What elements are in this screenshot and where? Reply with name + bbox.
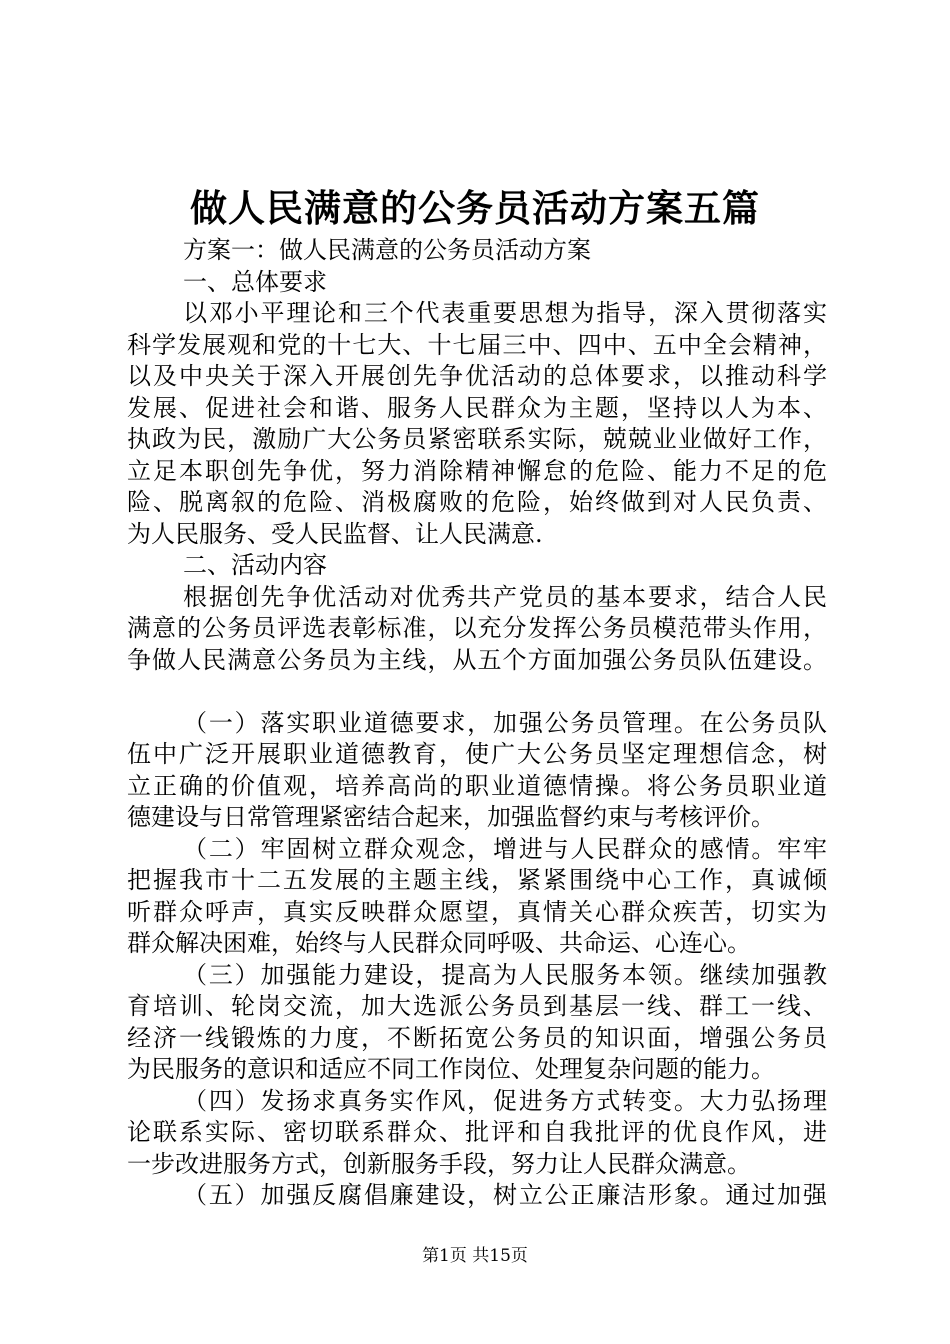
text-line: 执政为民，激励广大公务员紧密联系实际，兢兢业业做好工作， bbox=[127, 425, 827, 453]
text-line: 立足本职创先争优，努力消除精神懈怠的危险、能力不足的危 bbox=[127, 456, 827, 485]
text-line: 根据创先争优活动对优秀共产党员的基本要求，结合人民 bbox=[183, 582, 827, 611]
text-line: 群众解决困难，始终与人民群众同呼吸、共命运、心连心。 bbox=[127, 929, 751, 957]
document-body bbox=[127, 235, 827, 1212]
text-line: 争做人民满意公务员为主线，从五个方面加强公务员队伍建设。 bbox=[127, 645, 827, 674]
text-line: （二）牢固树立群众观念，增进与人民群众的感情。牢牢 bbox=[183, 834, 827, 863]
text-line: 论联系实际、密切联系群众、批评和自我批评的优良作风，进 bbox=[127, 1118, 827, 1146]
text-line: 为民服务的意识和适应不同工作岗位、处理复杂问题的能力。 bbox=[127, 1055, 775, 1083]
text-line: 科学发展观和党的十七大、十七届三中、四中、五中全会精神， bbox=[127, 330, 827, 359]
text-line: 把握我市十二五发展的主题主线，紧紧围绕中心工作，真诚倾 bbox=[127, 866, 827, 894]
text-line: 听群众呼声，真实反映群众愿望，真情关心群众疾苦，切实为 bbox=[127, 897, 827, 926]
text-line: 一步改进服务方式，创新服务手段，努力让人民群众满意。 bbox=[127, 1149, 751, 1178]
text-line: 险、脱离叙的危险、消极腐败的危险，始终做到对人民负责、 bbox=[127, 488, 827, 516]
text-line: 以邓小平理论和三个代表重要思想为指导，深入贯彻落实 bbox=[183, 299, 827, 327]
text-line: （四）发扬求真务实作风，促进务方式转变。大力弘扬理 bbox=[183, 1086, 827, 1115]
page-footer: 第1页 共15页 bbox=[422, 1246, 528, 1266]
text-line: （三）加强能力建设，提高为人民服务本领。继续加强教 bbox=[183, 960, 827, 989]
text-line: 经济一线锻炼的力度，不断拓宽公务员的知识面，增强公务员 bbox=[127, 1023, 827, 1052]
text-line: （五）加强反腐倡廉建设，树立公正廉洁形象。通过加强 bbox=[183, 1181, 827, 1209]
text-line: 以及中央关于深入开展创先争优活动的总体要求，以推动科学 bbox=[127, 362, 827, 390]
text-line: 立正确的价值观，培养高尚的职业道德情操。将公务员职业道 bbox=[127, 771, 827, 800]
text-line: 伍中广泛开展职业道德教育，使广大公务员坚定理想信念，树 bbox=[127, 740, 827, 768]
text-line: 一、总体要求 bbox=[183, 267, 327, 296]
text-line: 为人民服务、受人民监督、让人民满意. bbox=[127, 519, 543, 548]
text-line: 二、活动内容 bbox=[183, 551, 327, 579]
text-line: 德建设与日常管理紧密结合起来，加强监督约束与考核评价。 bbox=[127, 803, 775, 831]
text-line: 育培训、轮岗交流，加大选派公务员到基层一线、群工一线、 bbox=[127, 992, 827, 1020]
text-line: 发展、促进社会和谐、服务人民群众为主题，坚持以人为本、 bbox=[127, 393, 827, 422]
text-line: （一）落实职业道德要求，加强公务员管理。在公务员队 bbox=[183, 708, 827, 737]
blank-line bbox=[127, 676, 827, 708]
text-line: 方案一：做人民满意的公务员活动方案 bbox=[183, 236, 591, 264]
text-line: 满意的公务员评选表彰标准，以充分发挥公务员模范带头作用， bbox=[127, 614, 827, 642]
document-title: 做人民满意的公务员活动方案五篇 bbox=[190, 186, 760, 230]
